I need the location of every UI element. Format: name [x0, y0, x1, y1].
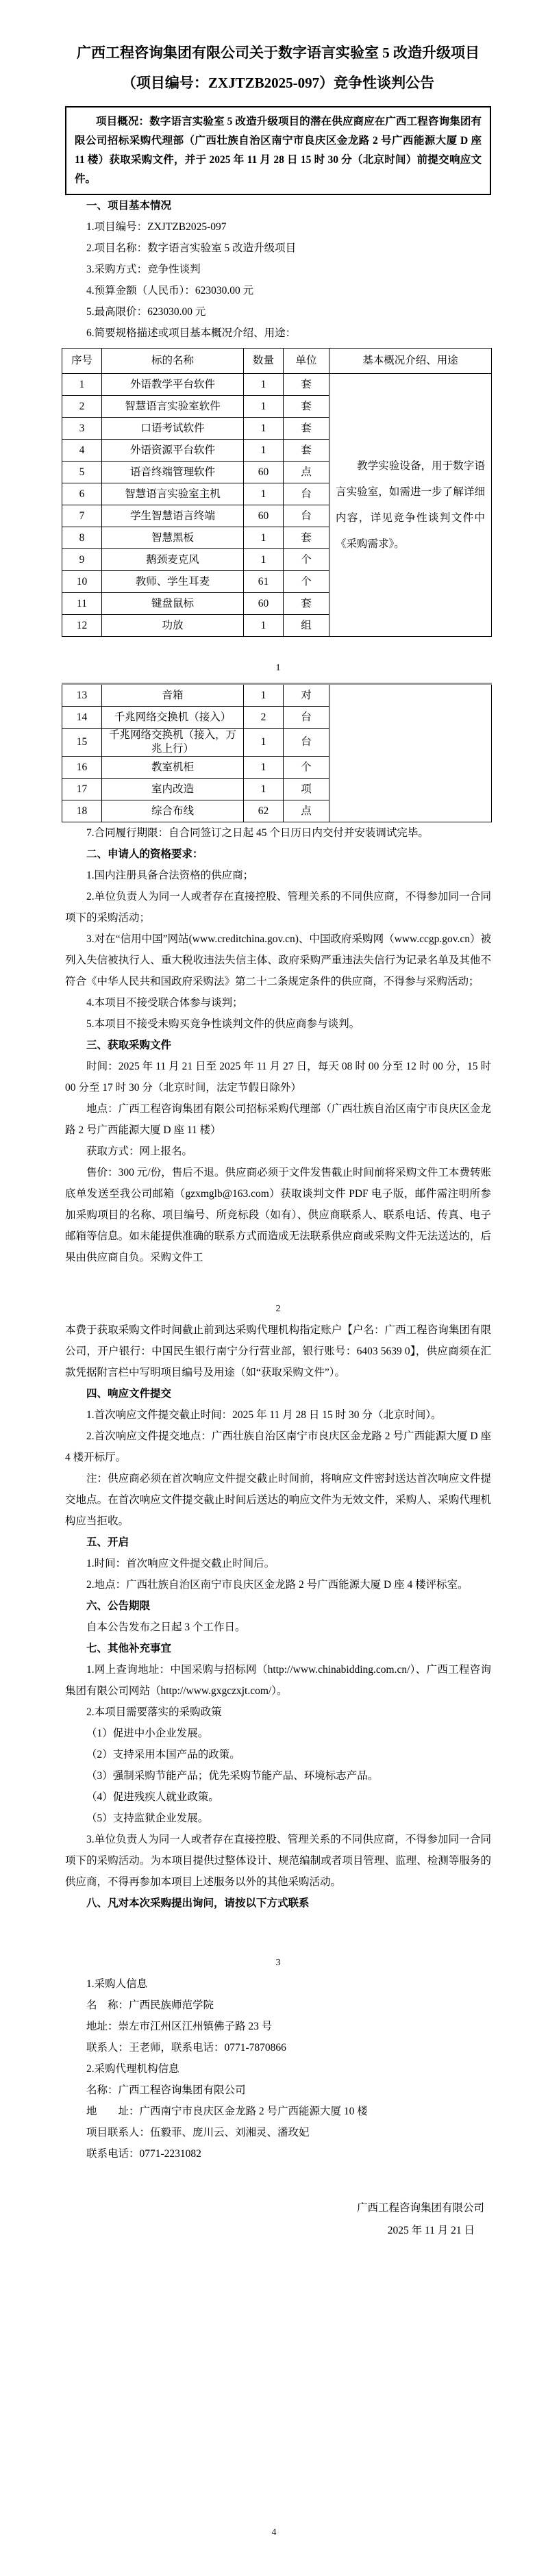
paragraph: 4.预算金额（人民币）：623030.00 元	[86, 285, 254, 296]
signature-date: 2025 年 11 月 21 日	[387, 2225, 475, 2236]
page-number: 3	[275, 1958, 281, 1968]
paragraph: （5）支持监狱企业发展。	[86, 1813, 209, 1824]
table-cell: 键盘鼠标	[102, 593, 244, 615]
table-cell: 对	[284, 684, 329, 707]
table-cell: 套	[284, 396, 329, 418]
paragraph: 时间：2025 年 11 月 21 日至 2025 年 11 月 27 日，每天 08 时 00 分至 12 时 00 分，15 时 00 分至 17 时 30 分（北京时间，法定节假日除外）	[65, 1061, 491, 1094]
table-header-row	[62, 349, 492, 374]
paragraph: 项目联系人：伍毅菲、庞川云、刘湘灵、潘玫妃	[86, 2127, 310, 2138]
table-cell: 1	[244, 374, 284, 396]
goods-table-part2	[62, 683, 492, 822]
page-number: 1	[275, 663, 281, 673]
paragraph: 1.采购人信息	[86, 1978, 148, 1990]
table-cell: 点	[284, 462, 329, 483]
table-cell: 10	[62, 571, 102, 593]
table-cell: 18	[62, 800, 102, 822]
table-cell: 外语教学平台软件	[102, 374, 244, 396]
page-number: 2	[275, 1304, 281, 1314]
table-cell: 1	[244, 615, 284, 637]
paragraph: 2.采购代理机构信息	[86, 2063, 179, 2075]
document-content	[65, 38, 491, 2538]
paragraph: 地 址：广西南宁市良庆区金龙路 2 号广西能源大厦 10 楼	[86, 2106, 368, 2117]
table-cell: 60	[244, 593, 284, 615]
table-cell: 语音终端管理软件	[102, 462, 244, 483]
paragraph: 地址：崇左市江州区江州镇佛子路 23 号	[86, 2021, 273, 2032]
document-title	[65, 38, 491, 98]
table-cell: 12	[62, 615, 102, 637]
table-cell: 62	[244, 800, 284, 822]
table-cell: 60	[244, 505, 284, 527]
paragraph: 售价：300 元/份，售后不退。供应商必须于文件发售截止时间前将采购文件工本费转账底单发送至我公司邮箱（gzxmglb@163.com）获取谈判文件 PDF 电子版，邮件需注明所参加采购项目的名称、项目编号、所竞标段（如有）、供应商联系人、联系电话、传真、电子邮箱等信息。如未能提供准确的联系方式而造成无法联系供应商或采购文件无法送达的，后果由供应商自负。采购文件工	[65, 1167, 491, 1263]
table-cell: 音箱	[102, 684, 244, 707]
table-header-cell: 基本概况介绍、用途	[329, 349, 492, 374]
table-cell: 套	[284, 418, 329, 440]
table-cell: 4	[62, 440, 102, 462]
table-cell: 套	[284, 440, 329, 462]
table-cell: 8	[62, 527, 102, 549]
table-header-cell: 标的名称	[102, 349, 244, 374]
table-cell: 学生智慧语言终端	[102, 505, 244, 527]
table-cell: 项	[284, 779, 329, 800]
table-cell: 1	[244, 483, 284, 505]
table-cell: 套	[284, 374, 329, 396]
table-cell: 点	[284, 800, 329, 822]
paragraph: 5.本项目不接受未购买竞争性谈判文件的供应商参与谈判。	[86, 1018, 360, 1030]
paragraph: 3.对在“信用中国”网站(www.creditchina.gov.cn)、中国政府采购网（www.ccgp.gov.cn）被列入失信被执行人、重大税收违法失信主体、政府采购严重违法失信行为记录名单及其他不符合《中华人民共和国政府采购法》第二十二条规定条件的供应商，不得参与采购活动；	[65, 933, 491, 987]
goods-table-part1	[62, 348, 492, 637]
table-header-cell: 单位	[284, 349, 329, 374]
section-heading: 八、凡对本次采购提出询问，请按以下方式联系	[86, 1897, 310, 1909]
table-cell: 室内改造	[102, 779, 244, 800]
table-cell: 台	[284, 483, 329, 505]
paragraph: 名称：广西工程咨询集团有限公司	[86, 2084, 246, 2096]
paragraph: 2.单位负责人为同一人或者存在直接控股、管理关系的不同供应商，不得参加同一合同项下的采购活动；	[65, 891, 491, 924]
paragraph: 注：供应商必须在首次响应文件提交截止时间前，将响应文件密封送达首次响应文件提交地点。在首次响应文件提交截止时间后送达的响应文件为无效文件，采购人、采购代理机构应当拒收。	[65, 1473, 491, 1527]
paragraph: 名 称：广西民族师范学院	[86, 1999, 214, 2011]
paragraph: 7.合同履行期限：自合同签订之日起 45 个日历日内交付并安装调试完毕。	[86, 827, 429, 839]
table-cell: 千兆网络交换机（接入）	[102, 707, 244, 729]
paragraph: 1.项目编号：ZXJTZB2025-097	[86, 221, 227, 233]
table-cell: 个	[284, 757, 329, 779]
table-cell: 组	[284, 615, 329, 637]
table-cell: 1	[244, 684, 284, 707]
paragraph: 自本公告发布之日起 3 个工作日。	[86, 1621, 246, 1633]
table-cell: 1	[62, 374, 102, 396]
table-cell: 1	[244, 418, 284, 440]
paragraph: 2.首次响应文件提交地点：广西壮族自治区南宁市良庆区金龙路 2 号广西能源大厦 D 座 4 楼开标厅。	[65, 1430, 491, 1463]
paragraph: 3.采购方式：竞争性谈判	[86, 264, 201, 275]
table-header-cell: 数量	[244, 349, 284, 374]
table-cell: 套	[284, 593, 329, 615]
section-heading: 五、开启	[86, 1537, 129, 1548]
paragraph: 2.地点：广西壮族自治区南宁市良庆区金龙路 2 号广西能源大厦 D 座 4 楼评标室。	[86, 1579, 469, 1591]
table-cell: 教室机柜	[102, 757, 244, 779]
table-cell: 套	[284, 527, 329, 549]
table-cell: 1	[244, 779, 284, 800]
paragraph: 1.国内注册具备合法资格的供应商；	[86, 870, 254, 881]
table-cell: 千兆网络交换机（接入，万兆上行）	[102, 729, 244, 757]
table-cell: 2	[62, 396, 102, 418]
table-merged-note-cell	[329, 684, 492, 822]
table-cell: 1	[244, 396, 284, 418]
paragraph: 5.最高限价：623030.00 元	[86, 306, 206, 318]
table-cell: 个	[284, 549, 329, 571]
table-cell: 9	[62, 549, 102, 571]
section-heading: 一、项目基本情况	[86, 200, 172, 212]
table-cell: 13	[62, 684, 102, 707]
table-cell: 教师、学生耳麦	[102, 571, 244, 593]
table-cell: 1	[244, 527, 284, 549]
section-heading: 二、申请人的资格要求：	[86, 848, 203, 860]
table-cell: 1	[244, 549, 284, 571]
paragraph: 获取方式：网上报名。	[86, 1146, 193, 1157]
paragraph: 6.简要规格描述或项目基本概况介绍、用途：	[86, 327, 297, 339]
table-cell: 智慧语言实验室软件	[102, 396, 244, 418]
table-cell: 1	[244, 757, 284, 779]
paragraph: 联系人：王老师，联系电话：0771-7870866	[86, 2042, 286, 2054]
section-heading: 七、其他补充事宜	[86, 1643, 172, 1654]
table-header-cell: 序号	[62, 349, 102, 374]
table-cell: 台	[284, 505, 329, 527]
title-line-1: 广西工程咨询集团有限公司关于数字语言实验室 5 改造升级项目	[77, 45, 480, 61]
table-cell: 15	[62, 729, 102, 757]
project-overview-box: 项目概况：数字语言实验室 5 改造升级项目的潜在供应商应在广西工程咨询集团有限公司招标采购代理部（广西壮族自治区南宁市良庆区金龙路 2 号广西能源大厦 D 座 11 楼）获取采购文件，并于 2025 年 11 月 28 日 15 时 30 分（北京时间）前提交响应文件。	[65, 106, 491, 195]
table-cell: 综合布线	[102, 800, 244, 822]
table-cell: 16	[62, 757, 102, 779]
table-cell: 口语考试软件	[102, 418, 244, 440]
table-row	[62, 684, 492, 707]
paragraph: （4）促进残疾人就业政策。	[86, 1791, 219, 1803]
table-row	[62, 374, 492, 396]
paragraph: 1.时间：首次响应文件提交截止时间后。	[86, 1558, 275, 1569]
signature-company: 广西工程咨询集团有限公司	[356, 2202, 484, 2214]
section-heading: 四、响应文件提交	[86, 1388, 172, 1400]
table-cell: 17	[62, 779, 102, 800]
paragraph: 地点：广西工程咨询集团有限公司招标采购代理部（广西壮族自治区南宁市良庆区金龙路 2 号广西能源大厦 D 座 11 楼）	[65, 1103, 491, 1136]
table-merged-note-cell: 教学实验设备，用于数字语言实验室，如需进一步了解详细内容，详见竞争性谈判文件中《采购需求》。	[329, 374, 492, 637]
table-cell: 智慧语言实验室主机	[102, 483, 244, 505]
paragraph: （2）支持采用本国产品的政策。	[86, 1749, 240, 1760]
paragraph: （3）强制采购节能产品；优先采购节能产品、环境标志产品。	[86, 1770, 379, 1782]
table-cell: 5	[62, 462, 102, 483]
page-number: 4	[271, 2527, 277, 2538]
table-cell: 7	[62, 505, 102, 527]
table-cell: 11	[62, 593, 102, 615]
table-cell: 台	[284, 729, 329, 757]
table-cell: 61	[244, 571, 284, 593]
paragraph: 3.单位负责人为同一人或者存在直接控股、管理关系的不同供应商，不得参加同一合同项下的采购活动。为本项目提供过整体设计、规范编制或者项目管理、监理、检测等服务的供应商，不得再参加本项目上述服务以外的其他采购活动。	[65, 1834, 491, 1888]
table-cell: 智慧黑板	[102, 527, 244, 549]
paragraph-continuation: 本费于获取采购文件时间截止前到达采购代理机构指定账户【户名：广西工程咨询集团有限公司，开户银行：中国民生银行南宁分行营业部，银行账号：6403 5639 0】，供应商须在汇款凭据附言栏中写明项目编号及用途（如“获取采购文件”）。	[65, 1324, 491, 1378]
section-heading: 三、获取采购文件	[86, 1039, 172, 1051]
table-cell: 个	[284, 571, 329, 593]
paragraph: 联系电话：0771-2231082	[86, 2148, 201, 2160]
table-cell: 2	[244, 707, 284, 729]
paragraph: （1）促进中小企业发展。	[86, 1728, 209, 1739]
table-cell: 1	[244, 440, 284, 462]
table-cell: 60	[244, 462, 284, 483]
table-cell: 6	[62, 483, 102, 505]
table-cell: 1	[244, 729, 284, 757]
paragraph: 1.网上查询地址：中国采购与招标网（http://www.chinabidding.com.cn/）、广西工程咨询集团有限公司网站（http://www.gxgczxjt.com/）。	[65, 1664, 491, 1697]
paragraph: 4.本项目不接受联合体参与谈判；	[86, 997, 243, 1009]
paragraph: 2.项目名称：数字语言实验室 5 改造升级项目	[86, 242, 297, 254]
table-cell: 3	[62, 418, 102, 440]
table-cell: 14	[62, 707, 102, 729]
table-cell: 鹅颈麦克风	[102, 549, 244, 571]
section-heading: 六、公告期限	[86, 1600, 151, 1612]
paragraph: 2.本项目需要落实的采购政策	[86, 1706, 222, 1718]
title-line-2: （项目编号：ZXJTZB2025-097）竞争性谈判公告	[121, 75, 435, 91]
paragraph: 1.首次响应文件提交截止时间：2025 年 11 月 28 日 15 时 30 分（北京时间）。	[86, 1409, 442, 1421]
table-cell: 台	[284, 707, 329, 729]
table-cell: 外语资源平台软件	[102, 440, 244, 462]
table-cell: 功放	[102, 615, 244, 637]
